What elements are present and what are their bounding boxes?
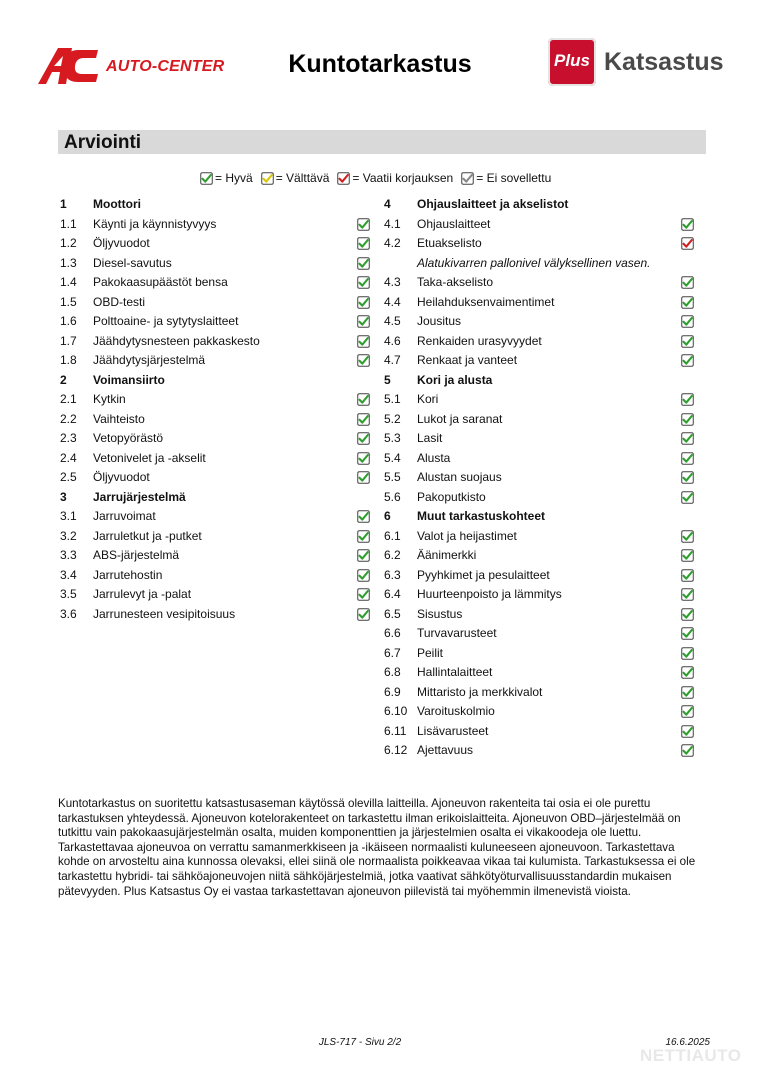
status-good-checkbox-icon [681, 744, 694, 757]
checklist-item [58, 390, 378, 410]
item-label: Alatukivarren pallonivel välyksellinen vasen. [417, 255, 651, 270]
item-label: Pakoputkisto [417, 489, 486, 504]
legend-label: = Välttävä [275, 171, 330, 185]
item-label: Turvavarusteet [417, 626, 497, 640]
item-label: Jarrutehostin [93, 567, 163, 582]
item-label: Taka-akselisto [417, 275, 494, 289]
item-label: Kori ja alusta [417, 372, 493, 387]
checklist-item [382, 644, 702, 664]
item-label: Voimansiirto [93, 372, 165, 387]
item-number: 2.5 [60, 470, 77, 484]
status-good-checkbox-icon [357, 276, 370, 289]
checklist-item [58, 449, 378, 469]
checklist-item [58, 546, 378, 566]
status-good-checkbox-icon [681, 647, 694, 660]
item-number: 1.7 [60, 333, 77, 348]
checklist-note [382, 254, 702, 274]
item-label: Valot ja heijastimet [417, 528, 517, 543]
item-number: 4.5 [384, 314, 401, 328]
item-number: 2.2 [60, 411, 77, 426]
status-good-checkbox-icon [357, 237, 370, 250]
status-good-checkbox-icon [357, 218, 370, 231]
item-number: 1.1 [60, 216, 77, 231]
checklist-item [382, 624, 702, 644]
status-good-checkbox-icon [357, 588, 370, 601]
checklist-item [382, 410, 702, 430]
item-number: 6.9 [384, 684, 401, 699]
item-label: Jarrunesteen vesipitoisuus [93, 606, 236, 621]
item-label: Ohjauslaitteet ja akselistot [417, 197, 569, 211]
item-label: Lasit [417, 431, 443, 445]
item-label: Vetonivelet ja -akselit [93, 450, 206, 465]
checklist-item [58, 527, 378, 547]
item-label: Vetopyörästö [93, 431, 164, 445]
item-label: Sisustus [417, 606, 463, 621]
item-label: Hallintalaitteet [417, 665, 493, 679]
checklist-category [58, 371, 378, 391]
item-label: Huurteenpoisto ja lämmitys [417, 587, 562, 601]
checklist-item [58, 605, 378, 625]
item-number: 6.5 [384, 606, 401, 621]
checklist-item [382, 234, 702, 254]
item-number: 1 [60, 197, 67, 211]
checklist-category [58, 488, 378, 508]
item-label: Jäähdytysjärjestelmä [93, 353, 206, 367]
status-good-checkbox-icon [357, 549, 370, 562]
status-good-checkbox-icon [681, 315, 694, 328]
item-number: 2.1 [60, 392, 77, 406]
status-good-checkbox-icon [357, 530, 370, 543]
status-good-checkbox-icon [357, 432, 370, 445]
section-header-bar [58, 130, 706, 154]
checklist-item [382, 702, 702, 722]
status-good-checkbox-icon [681, 705, 694, 718]
status-good-checkbox-icon [357, 315, 370, 328]
item-label: ABS-järjestelmä [93, 548, 180, 562]
checklist-item [382, 585, 702, 605]
checklist-item [382, 663, 702, 683]
checklist-item [382, 390, 702, 410]
checklist-item [382, 351, 702, 371]
status-repair-checkbox-icon [681, 237, 694, 250]
status-legend [200, 171, 559, 191]
status-good-checkbox-icon [681, 393, 694, 406]
checklist-item [382, 273, 702, 293]
item-label: Etuakselisto [417, 236, 482, 250]
legend-item [261, 171, 330, 185]
item-number: 1.3 [60, 255, 77, 270]
item-label: Polttoaine- ja sytytyslaitteet [93, 314, 239, 328]
nettiauto-watermark: NETTIAUTO [640, 1046, 742, 1065]
item-label: Kori [417, 392, 439, 406]
item-label: Alusta [417, 450, 451, 465]
item-number: 2.4 [60, 450, 77, 465]
checklist-item [382, 312, 702, 332]
checklist-item [382, 566, 702, 586]
item-number: 3.3 [60, 548, 77, 562]
checklist-left-column [58, 195, 378, 624]
status-good-checkbox-icon [357, 354, 370, 367]
item-number: 4.1 [384, 216, 401, 231]
item-number: 6.10 [384, 704, 408, 718]
item-label: Mittaristo ja merkkivalot [417, 684, 543, 699]
item-label: Jarrujärjestelmä [93, 489, 186, 504]
status-good-checkbox-icon [357, 296, 370, 309]
checklist-right-column [382, 195, 702, 761]
status-good-checkbox-icon [681, 725, 694, 738]
status-good-checkbox-icon [681, 491, 694, 504]
checklist-item [382, 527, 702, 547]
item-number: 4.4 [384, 294, 401, 309]
checkbox-checked-icon [337, 172, 350, 185]
item-number: 5.5 [384, 470, 401, 484]
item-label: Pyyhkimet ja pesulaitteet [417, 567, 550, 582]
checklist-category [382, 371, 702, 391]
legend-item [337, 171, 453, 185]
status-good-checkbox-icon [357, 510, 370, 523]
legend-item [461, 171, 551, 185]
item-number: 6.12 [384, 743, 408, 757]
checklist-item [58, 585, 378, 605]
checklist-item [58, 332, 378, 352]
checklist-item [58, 293, 378, 313]
item-label: Varoituskolmio [417, 704, 495, 718]
checklist-item [58, 234, 378, 254]
checklist-item [382, 683, 702, 703]
item-number: 4 [384, 197, 391, 211]
item-label: Ajettavuus [417, 743, 474, 757]
item-label: Jarrulevyt ja -palat [93, 587, 192, 601]
checklist-item [58, 566, 378, 586]
item-number: 6.6 [384, 626, 401, 640]
item-label: OBD-testi [93, 294, 146, 309]
status-good-checkbox-icon [357, 393, 370, 406]
legend-label: = Vaatii korjauksen [352, 171, 454, 185]
status-good-checkbox-icon [681, 218, 694, 231]
legend-label: = Hyvä [215, 171, 253, 185]
checklist-item [382, 429, 702, 449]
item-number: 6 [384, 509, 391, 523]
checkbox-checked-icon [261, 172, 274, 185]
item-number: 5.1 [384, 392, 401, 406]
item-number: 3.5 [60, 587, 77, 601]
checklist-item [382, 449, 702, 469]
status-good-checkbox-icon [681, 569, 694, 582]
status-good-checkbox-icon [681, 627, 694, 640]
checklist-item [58, 273, 378, 293]
item-label: Renkaiden urasyvyydet [417, 333, 542, 348]
auto-center-logo-text: AUTO-CENTER [106, 58, 225, 75]
footer-page-info: JLS-717 - Sivu 2/2 [318, 1037, 402, 1048]
item-number: 4.7 [384, 353, 401, 367]
status-good-checkbox-icon [681, 549, 694, 562]
item-label: Ohjauslaitteet [417, 216, 491, 231]
status-good-checkbox-icon [357, 335, 370, 348]
item-number: 1.4 [60, 275, 77, 289]
checklist-item [382, 741, 702, 761]
checklist-item [382, 546, 702, 566]
item-number: 6.4 [384, 587, 401, 601]
item-number: 1.8 [60, 353, 77, 367]
item-label: Kytkin [93, 392, 126, 406]
status-good-checkbox-icon [681, 530, 694, 543]
checklist-item [58, 215, 378, 235]
item-number: 4.3 [384, 275, 401, 289]
item-number: 2 [60, 372, 67, 387]
item-number: 1.6 [60, 314, 77, 328]
checklist-category [382, 195, 702, 215]
status-good-checkbox-icon [357, 569, 370, 582]
footer-date: 16.6.2025 [665, 1037, 710, 1048]
plus-katsastus-logo [548, 38, 728, 88]
item-label: Renkaat ja vanteet [417, 353, 518, 367]
item-label: Jousitus [417, 314, 462, 328]
checkbox-checked-icon [461, 172, 474, 185]
auto-center-logo [36, 44, 226, 88]
item-label: Peilit [417, 645, 444, 660]
status-good-checkbox-icon [681, 335, 694, 348]
item-number: 6.11 [384, 723, 407, 738]
status-good-checkbox-icon [681, 452, 694, 465]
checklist-item [382, 488, 702, 508]
plus-badge [548, 38, 596, 86]
status-good-checkbox-icon [681, 471, 694, 484]
item-number: 3.6 [60, 606, 77, 621]
checklist-item [58, 468, 378, 488]
checklist-item [382, 605, 702, 625]
checklist-item [58, 351, 378, 371]
item-label: Pakokaasupäästöt bensa [93, 275, 228, 289]
item-label: Öljyvuodot [93, 236, 150, 250]
plus-badge-text: Plus [554, 51, 590, 70]
checkbox-checked-icon [200, 172, 213, 185]
checklist-item [382, 215, 702, 235]
katsastus-word: Katsastus [604, 48, 724, 76]
disclaimer-text: Kuntotarkastus on suoritettu katsastusaseman käytössä olevilla laitteilla. Ajoneuvon rakenteita tai osia ei ole purettu tarkastuksen yhteydessä. Ajoneuvon kotelorakenteet on tarkastettu ilman erikoislaitteita. Ajoneuvon OBD–järjestelmää on tutkittu vain pakokaasujärjestelmän osalta, muiden komponenttien ja järjestelmien osalta ei vikakoodeja ole luettu. Tarkastettavaa ajoneuvoa on verrattu samanmerkkiseen ja -ikäiseen normaalisti kuluneeseen ajoneuvoon. Tarkastettava kohde on arvosteltu aina kunnossa olevaksi, ellei siinä ole normaalista poikkeavaa vikaa tai kulumista. Tarkastuksessa ei ole tarkastettu hybridi- tai sähköajoneuvojen niitä sähköjärjestelmiä, jotka vaativat sähkötyöturvallisuusstandardin mukaisen pätevyyden. Plus Katsastus Oy ei vastaa tarkastettavan ajoneuvon piilevistä tai myöhemmin ilmenevistä vioista. [58, 797, 696, 898]
item-number: 2.3 [60, 431, 77, 445]
checklist-category [382, 507, 702, 527]
item-number: 3.4 [60, 567, 77, 582]
item-label: Jäähdytysnesteen pakkaskesto [93, 333, 260, 348]
status-good-checkbox-icon [681, 354, 694, 367]
item-number: 1.5 [60, 294, 77, 309]
checklist-item [58, 254, 378, 274]
checklist-item [58, 410, 378, 430]
checklist-item [382, 468, 702, 488]
item-label: Moottori [93, 197, 141, 211]
status-good-checkbox-icon [681, 608, 694, 621]
item-label: Käynti ja käynnistyvyys [93, 216, 217, 231]
status-good-checkbox-icon [681, 588, 694, 601]
item-number: 5.6 [384, 489, 401, 504]
item-number: 6.1 [384, 528, 401, 543]
item-number: 4.2 [384, 236, 401, 250]
status-good-checkbox-icon [681, 432, 694, 445]
item-number: 6.8 [384, 665, 401, 679]
status-good-checkbox-icon [681, 686, 694, 699]
checklist-item [382, 293, 702, 313]
legend-item [200, 171, 253, 185]
status-good-checkbox-icon [357, 608, 370, 621]
item-number: 5.3 [384, 431, 401, 445]
section-title: Arviointi [64, 132, 142, 153]
item-number: 6.3 [384, 567, 401, 582]
status-good-checkbox-icon [357, 452, 370, 465]
status-good-checkbox-icon [681, 666, 694, 679]
checklist-category [58, 195, 378, 215]
status-good-checkbox-icon [681, 276, 694, 289]
item-number: 6.7 [384, 645, 401, 660]
item-label: Äänimerkki [417, 548, 477, 562]
item-label: Lisävarusteet [417, 723, 489, 738]
status-good-checkbox-icon [357, 413, 370, 426]
item-number: 5 [384, 372, 391, 387]
item-label: Heilahduksenvaimentimet [417, 294, 555, 309]
item-label: Jarruletkut ja -putket [93, 528, 202, 543]
item-number: 4.6 [384, 333, 401, 348]
item-number: 1.2 [60, 236, 77, 250]
item-number: 6.2 [384, 548, 401, 562]
checklist-item [382, 332, 702, 352]
item-label: Vaihteisto [93, 411, 145, 426]
legend-label: = Ei sovellettu [476, 171, 552, 185]
status-good-checkbox-icon [357, 471, 370, 484]
item-label: Öljyvuodot [93, 470, 150, 484]
checklist-item [58, 429, 378, 449]
checklist-item [58, 312, 378, 332]
item-number: 3 [60, 489, 67, 504]
item-number: 3.2 [60, 528, 77, 543]
item-label: Alustan suojaus [417, 470, 502, 484]
status-good-checkbox-icon [681, 413, 694, 426]
checklist-item [58, 507, 378, 527]
item-label: Lukot ja saranat [417, 411, 503, 426]
status-good-checkbox-icon [681, 296, 694, 309]
item-number: 5.2 [384, 411, 401, 426]
checklist-item [382, 722, 702, 742]
item-label: Diesel-savutus [93, 255, 172, 270]
item-label: Jarruvoimat [93, 509, 156, 523]
status-good-checkbox-icon [357, 257, 370, 270]
item-label: Muut tarkastuskohteet [417, 509, 546, 523]
item-number: 5.4 [384, 450, 401, 465]
item-number: 3.1 [60, 509, 77, 523]
document-title: Kuntotarkastus [288, 50, 472, 78]
